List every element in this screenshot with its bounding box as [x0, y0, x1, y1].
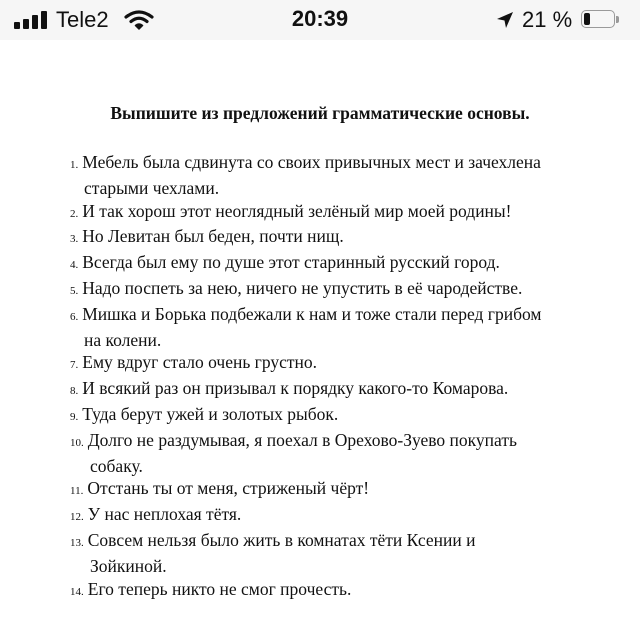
item-number: 9.: [70, 410, 79, 423]
item-number: 4.: [70, 259, 79, 272]
list-item: [70, 200, 610, 226]
battery-tip: [616, 16, 619, 23]
list-item: [70, 429, 610, 478]
list-item: [70, 303, 610, 352]
item-text: Всегда был ему по душе этот старинный русский город.: [82, 252, 500, 273]
task-list: [70, 151, 610, 603]
item-text-continuation: собаку.: [90, 455, 143, 476]
item-number: 11.: [70, 485, 84, 498]
location-arrow-icon: [496, 11, 514, 29]
list-item: [70, 477, 610, 503]
list-item: [70, 151, 610, 200]
item-text-continuation: старыми чехлами.: [84, 177, 220, 198]
battery-percent: 21 %: [522, 7, 573, 32]
battery-level-fill: [584, 13, 590, 25]
status-bar: [0, 0, 640, 40]
item-text: Долго не раздумывая, я поехал в Орехово-Зуево покупать: [87, 429, 517, 450]
list-item: [70, 277, 610, 303]
list-item: [70, 251, 610, 277]
item-number: 7.: [70, 359, 79, 372]
item-number: 14.: [70, 585, 84, 598]
item-number: 13.: [70, 536, 84, 549]
item-text-continuation: Зойкиной.: [90, 555, 167, 576]
item-text: Мишка и Борька подбежали к нам и тоже стали перед грибом: [82, 303, 542, 324]
document-title: Выпишите из предложений грамматические основы.: [110, 103, 530, 123]
item-text: Ему вдруг стало очень грустно.: [82, 352, 318, 373]
item-number: 5.: [70, 284, 79, 297]
item-number: 12.: [70, 511, 84, 524]
item-text: И всякий раз он призывал к порядку какого-то Комарова.: [82, 378, 509, 399]
item-text-continuation: на колени.: [84, 329, 162, 350]
list-item: [70, 529, 610, 578]
list-item: [70, 351, 610, 377]
item-number: 2.: [70, 207, 79, 220]
status-time: 20:39: [291, 6, 349, 31]
item-text: Мебель была сдвинута со своих привычных мест и зачехлена: [82, 152, 541, 172]
item-text: Надо поспеть за нею, ничего не упустить в её чародействе.: [82, 277, 523, 298]
item-number: 6.: [70, 310, 79, 323]
list-item: [70, 578, 610, 604]
list-item: [70, 377, 610, 403]
item-number: 10.: [70, 436, 84, 449]
item-text: Его теперь никто не смог прочесть.: [87, 578, 352, 599]
list-item: [70, 403, 610, 429]
battery-icon: [581, 10, 621, 30]
item-text: И так хорош этот неоглядный зелёный мир моей родины!: [82, 200, 512, 221]
item-text: У нас неплохая тётя.: [87, 504, 242, 525]
list-item: [70, 225, 610, 251]
item-text: Отстань ты от меня, стриженый чёрт!: [87, 478, 370, 499]
carrier-name: Tele2: [56, 7, 109, 32]
item-text: Но Левитан был беден, почти нищ.: [82, 226, 344, 247]
item-text: Туда берут ужей и золотых рыбок.: [82, 403, 339, 424]
item-number: 1.: [70, 159, 79, 171]
item-text: Совсем нельзя было жить в комнатах тёти Ксении и: [87, 529, 476, 550]
item-number: 3.: [70, 233, 79, 246]
list-item: [70, 503, 610, 529]
document-page: [0, 40, 640, 640]
item-number: 8.: [70, 385, 79, 398]
